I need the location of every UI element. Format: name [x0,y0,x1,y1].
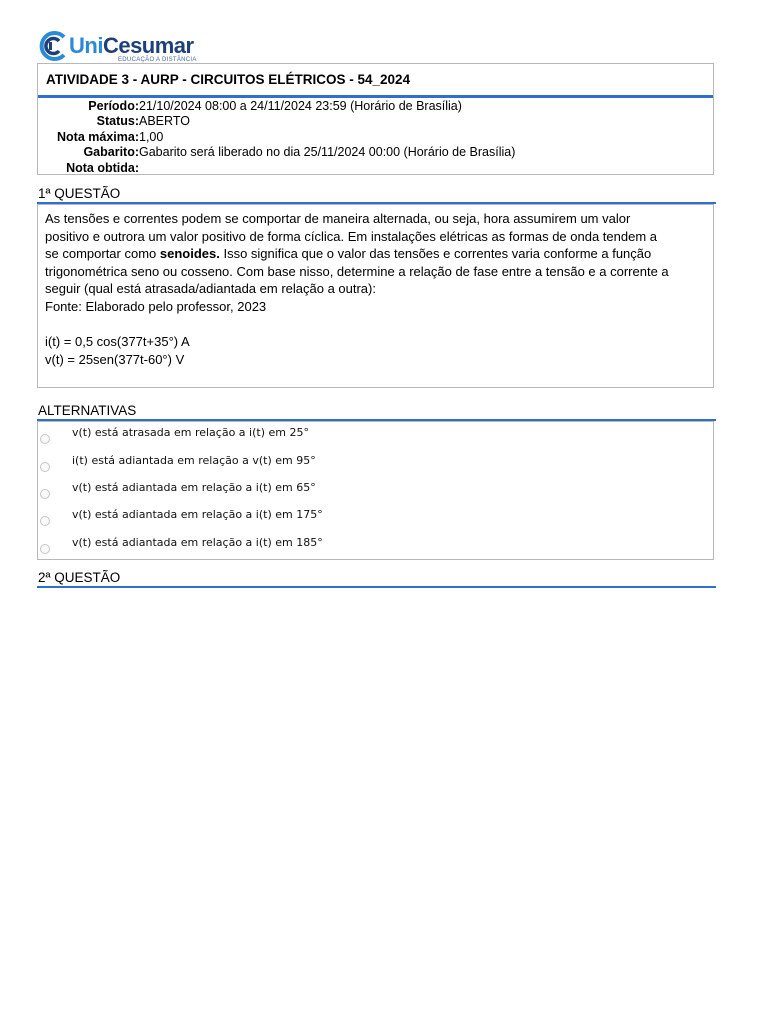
question-formula-voltage: v(t) = 25sen(377t-60°) V [45,351,185,367]
info-value: ABERTO [139,114,190,128]
question-source: Fonte: Elaborado pelo professor, 2023 [45,298,267,314]
logo-wordmark [69,33,194,59]
question-line: As tensões e correntes podem se comportar de maneira alternada, ou seja, hora assumirem um valor [45,211,631,226]
info-row-gabarito [38,145,515,159]
blank-line [45,316,710,334]
logo-tagline: EDUCAÇÃO A DISTÂNCIA [118,57,197,63]
info-row-nota-obtida [38,161,139,175]
info-label: Nota máxima: [57,130,139,144]
info-value: Gabarito será liberado no dia 25/11/2024 00:00 (Horário de Brasília) [139,145,516,159]
question-line: seguir (qual está atrasada/adiantada em relação a outra): [45,281,376,297]
info-value: 21/10/2024 08:00 a 24/11/2024 23:59 (Horário de Brasília) [139,99,462,113]
radio-button[interactable] [40,489,50,499]
activity-title: ATIVIDADE 3 - AURP - CIRCUITOS ELÉTRICOS - 54_2024 [46,72,411,87]
alternatives-panel [37,421,714,560]
info-value: 1,00 [139,130,164,144]
info-row-status [38,114,190,128]
alternative-label[interactable]: i(t) está adiantada em relação a v(t) em 95° [72,454,316,467]
info-label: Gabarito: [83,145,139,159]
info-label: Nota obtida: [66,161,139,175]
info-label: Status: [96,114,139,128]
question-line-part: Isso significa que o valor das tensões e correntes varia conforme a função [219,246,652,262]
radio-button[interactable] [40,516,50,526]
radio-button[interactable] [40,462,50,472]
question-line [45,245,710,263]
question-1-heading: 1ª QUESTÃO [38,186,121,201]
info-row-periodo [38,99,462,113]
radio-button[interactable] [40,434,50,444]
activity-info-panel [37,63,714,175]
alternative-label[interactable]: v(t) está adiantada em relação a i(t) em 175° [72,508,323,521]
question-line: trigonométrica seno ou cosseno. Com base nisso, determine a relação de fase entre a tensão e a corrente a [45,263,669,279]
question-formula-current: i(t) = 0,5 cos(377t+35°) A [45,334,190,350]
alternatives-heading: ALTERNATIVAS [38,403,137,418]
info-row-nota-maxima [38,130,163,144]
alternative-label[interactable]: v(t) está adiantada em relação a i(t) em 185° [72,536,323,549]
alternative-label[interactable]: v(t) está atrasada em relação a i(t) em 25° [72,426,309,439]
logo-word-cesumar: Cesumar [102,33,194,58]
alternative-label[interactable]: v(t) está adiantada em relação a i(t) em 65° [72,481,316,494]
title-divider [38,95,713,98]
question-line: positivo e outrora um valor positivo de forma cíclica. Em instalações elétricas as formas de onda tendem a [45,228,658,244]
question-1-text [45,210,710,368]
unicesumar-logo-icon [36,31,70,61]
info-label: Período: [88,99,139,113]
radio-button[interactable] [40,544,50,554]
logo-word-uni: Uni [69,33,103,58]
question-2-heading: 2ª QUESTÃO [38,570,121,585]
question-bold-term: senoides. [159,246,220,262]
question-2-rule [37,586,716,588]
question-1-panel [37,204,714,388]
unicesumar-logo [36,31,216,65]
question-line-part: se comportar como [45,246,160,262]
